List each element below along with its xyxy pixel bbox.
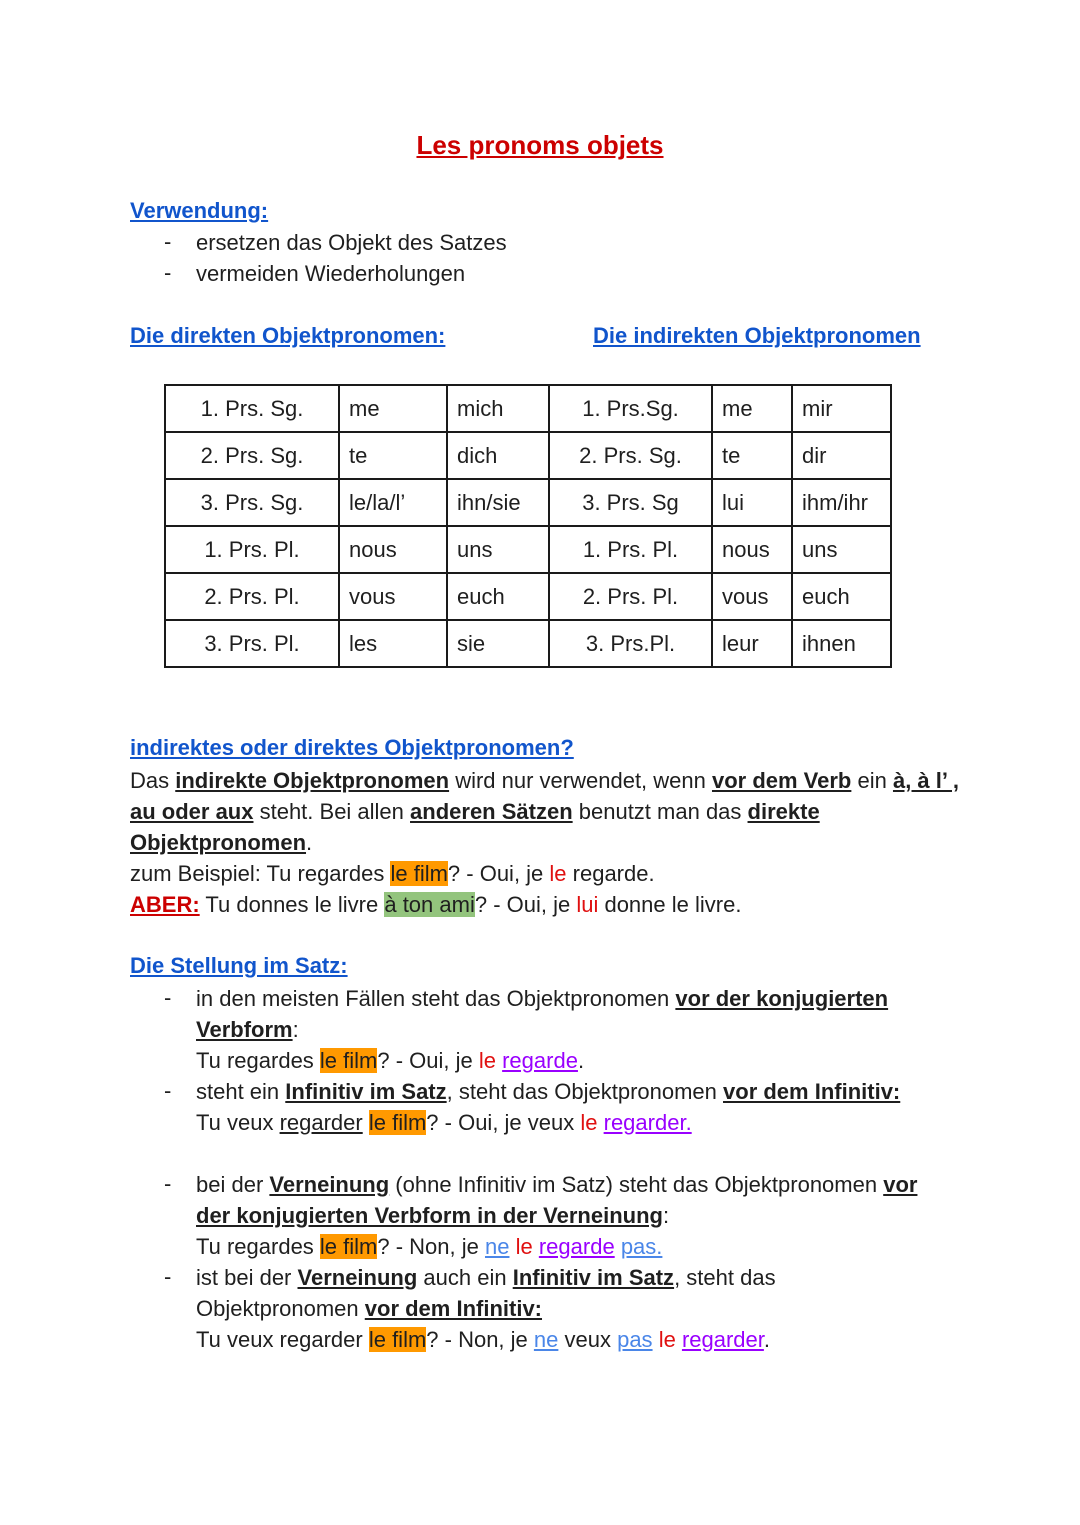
french-pronoun-cell: vous [339, 573, 447, 620]
bold-term: vor dem Infinitiv: [723, 1079, 901, 1104]
indirect-pronouns-heading: Die indirekten Objektpronomen [593, 323, 921, 348]
german-pronoun-cell: ihn/sie [447, 479, 549, 526]
bold-term: vor dem Verb [711, 768, 852, 793]
french-pronoun-cell: nous [339, 526, 447, 573]
bold-term: direkte Objektpronomen [130, 799, 820, 855]
text: donne le livre. [598, 892, 742, 917]
example-direct [130, 858, 960, 889]
person-cell: 3. Prs. Pl. [165, 620, 339, 667]
bullet-dash: - [164, 260, 172, 285]
bullet-dash: - [164, 1078, 172, 1103]
text: veux [558, 1327, 618, 1352]
text: Tu donnes le livre [199, 892, 385, 917]
text: steht ein [196, 1079, 286, 1104]
bold-term: Infinitiv im Satz [285, 1079, 447, 1104]
german-pronoun-cell: uns [792, 526, 891, 573]
stellung-heading: Die Stellung im Satz: [130, 953, 348, 978]
text: . [577, 1048, 585, 1073]
verwendung-item: ersetzen das Objekt des Satzes [196, 230, 507, 255]
french-pronoun-cell: les [339, 620, 447, 667]
highlight-object: le film [368, 1110, 427, 1135]
text: wird nur verwendet, wenn [449, 768, 712, 793]
bold-term: vor der konjugierten Verbform in der Verneinung [196, 1172, 918, 1228]
direct-pronouns-table [164, 384, 550, 668]
text: ? - Oui, je [474, 892, 577, 917]
pronoun: le [478, 1048, 496, 1073]
rule-negation-infinitive [196, 1262, 836, 1355]
french-pronoun-cell: vous [712, 573, 792, 620]
bold-term: Infinitiv im Satz [512, 1265, 675, 1290]
text: ? - Oui, je veux [426, 1110, 581, 1135]
highlight-object: le film [368, 1327, 427, 1352]
table-row [549, 479, 891, 526]
page-title: Les pronoms objets [416, 130, 664, 160]
text: regarde. [566, 861, 655, 886]
text: . [763, 1327, 771, 1352]
verb: regarder [681, 1327, 764, 1352]
french-pronoun-cell: nous [712, 526, 792, 573]
text: Tu veux [196, 1110, 280, 1135]
highlight-object: le film [319, 1048, 378, 1073]
pronoun: lui [576, 892, 599, 917]
table-row [549, 573, 891, 620]
table-row [549, 620, 891, 667]
text: zum Beispiel: Tu regardes [130, 861, 391, 886]
person-cell: 2. Prs. Pl. [549, 573, 712, 620]
german-pronoun-cell: euch [447, 573, 549, 620]
bullet-dash: - [164, 229, 172, 254]
text: Tu veux regarder [196, 1327, 369, 1352]
text: : [292, 1017, 299, 1042]
text [363, 1110, 369, 1135]
rule-conjugated-verb [196, 983, 956, 1076]
bold-term: vor dem Infinitiv: [364, 1296, 543, 1321]
highlight-object: le film [319, 1234, 378, 1259]
person-cell: 2. Prs. Sg. [165, 432, 339, 479]
highlight-object: à ton ami [384, 892, 475, 917]
german-pronoun-cell: euch [792, 573, 891, 620]
text: auch ein [417, 1265, 513, 1290]
bold-term: anderen Sätzen [410, 799, 573, 824]
text: , steht das Objektpronomen [446, 1079, 724, 1104]
example-indirect [130, 889, 960, 920]
bold-term: Verneinung [297, 1265, 418, 1290]
text: (ohne Infinitiv im Satz) steht das Objektpronomen [389, 1172, 884, 1197]
text: . [306, 830, 313, 855]
french-pronoun-cell: me [712, 385, 792, 432]
person-cell: 3. Prs.Pl. [549, 620, 712, 667]
text: ? - Non, je [426, 1327, 534, 1352]
german-pronoun-cell: sie [447, 620, 549, 667]
table-row [165, 573, 549, 620]
negation: ne [533, 1327, 559, 1352]
person-cell: 1. Prs. Pl. [165, 526, 339, 573]
rule-infinitive [196, 1076, 956, 1138]
text: Tu regardes [196, 1048, 320, 1073]
bold-term: indirekte Objektpronomen [175, 768, 450, 793]
french-pronoun-cell: le/la/l’ [339, 479, 447, 526]
person-cell: 2. Prs. Pl. [165, 573, 339, 620]
german-pronoun-cell: dir [792, 432, 891, 479]
german-pronoun-cell: mich [447, 385, 549, 432]
person-cell: 1. Prs.Sg. [549, 385, 712, 432]
text: steht. Bei allen [253, 799, 411, 824]
table-row [549, 432, 891, 479]
choice-heading: indirektes oder direktes Objektpronomen? [130, 735, 574, 760]
negation: pas [617, 1327, 653, 1352]
verwendung-heading: Verwendung: [130, 198, 269, 223]
text: : [662, 1203, 670, 1228]
table-row [165, 620, 549, 667]
text: Das [130, 768, 176, 793]
german-pronoun-cell: ihnen [792, 620, 891, 667]
table-row [165, 526, 549, 573]
choice-explanation [130, 765, 960, 858]
german-pronoun-cell: mir [792, 385, 891, 432]
table-row [165, 385, 549, 432]
table-row [165, 479, 549, 526]
direct-pronouns-heading: Die direkten Objektpronomen: [130, 323, 446, 348]
german-pronoun-cell: uns [447, 526, 549, 573]
bullet-dash: - [164, 1264, 172, 1289]
highlight-object: le film [390, 861, 448, 886]
person-cell: 1. Prs. Pl. [549, 526, 712, 573]
bold-term: Verneinung [269, 1172, 390, 1197]
text: benutzt man das [572, 799, 748, 824]
pronoun: le [549, 861, 567, 886]
verb: regarde [538, 1234, 615, 1259]
text: ist bei der [196, 1265, 298, 1290]
text: ? - Oui, je [377, 1048, 479, 1073]
bullet-dash: - [164, 985, 172, 1010]
table-row [165, 432, 549, 479]
text: ? - Non, je [377, 1234, 485, 1259]
table-row [549, 526, 891, 573]
verwendung-item: vermeiden Wiederholungen [196, 261, 466, 286]
text: in den meisten Fällen steht das Objektpronomen [196, 986, 676, 1011]
person-cell: 1. Prs. Sg. [165, 385, 339, 432]
negation: pas. [620, 1234, 663, 1259]
french-pronoun-cell: lui [712, 479, 792, 526]
indirect-pronouns-table [548, 384, 892, 668]
german-pronoun-cell: ihm/ihr [792, 479, 891, 526]
aber-label: ABER: [130, 892, 200, 917]
verb: regarder [279, 1110, 363, 1135]
verb: regarde [502, 1048, 578, 1073]
negation: ne [484, 1234, 510, 1259]
bold-term: à, à l’ , au oder aux [130, 768, 960, 824]
table-row [549, 385, 891, 432]
rule-negation [196, 1169, 956, 1262]
pronoun: le [515, 1234, 533, 1259]
text: Tu regardes [196, 1234, 320, 1259]
text: , steht das Objektpronomen [196, 1265, 776, 1321]
french-pronoun-cell: leur [712, 620, 792, 667]
text: ein [851, 768, 893, 793]
french-pronoun-cell: te [712, 432, 792, 479]
person-cell: 3. Prs. Sg [549, 479, 712, 526]
pronoun: le [658, 1327, 676, 1352]
text: bei der [196, 1172, 270, 1197]
french-pronoun-cell: te [339, 432, 447, 479]
person-cell: 3. Prs. Sg. [165, 479, 339, 526]
verb: regarder. [603, 1110, 692, 1135]
german-pronoun-cell: dich [447, 432, 549, 479]
text: ? - Oui, je [447, 861, 550, 886]
person-cell: 2. Prs. Sg. [549, 432, 712, 479]
bullet-dash: - [164, 1171, 172, 1196]
french-pronoun-cell: me [339, 385, 447, 432]
pronoun: le [580, 1110, 598, 1135]
bold-term: vor der konjugierten Verbform [196, 986, 889, 1042]
